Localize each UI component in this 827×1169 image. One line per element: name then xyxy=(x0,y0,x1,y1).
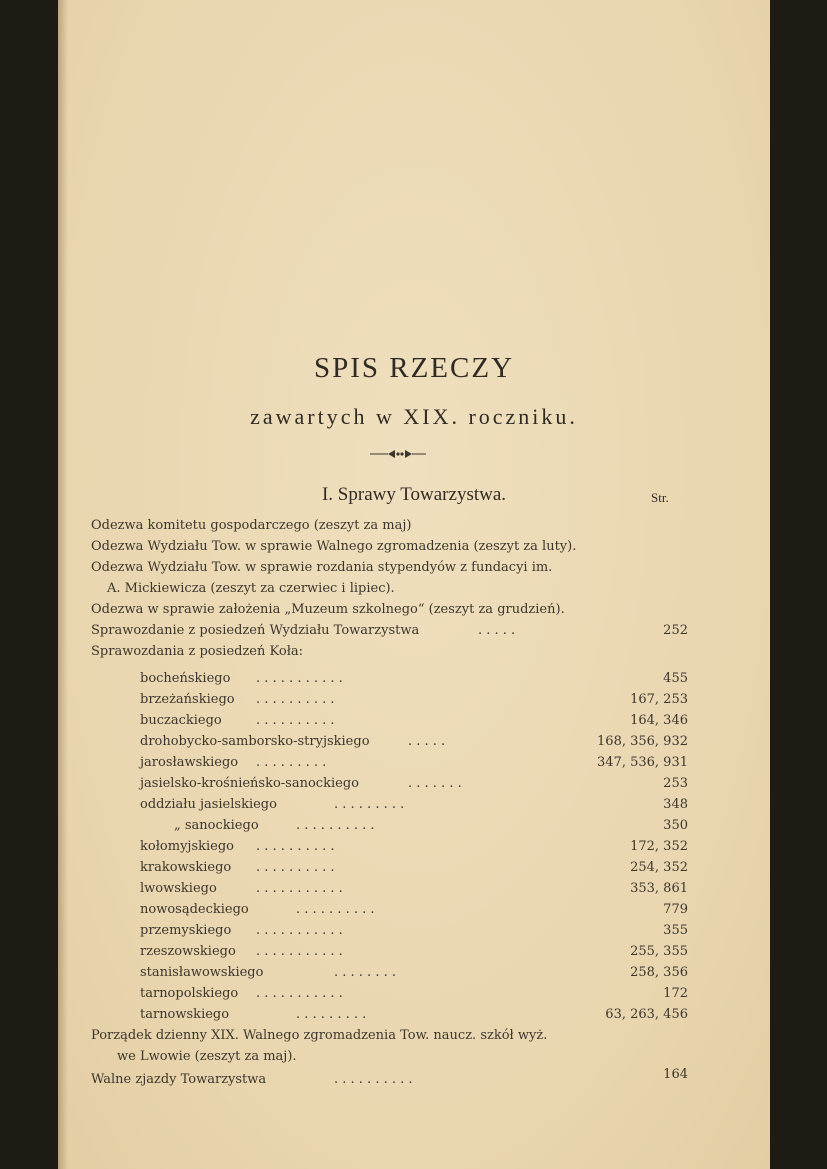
toc-entry xyxy=(58,965,770,981)
paragraph-line: Odezwa w sprawie założenia „Muzeum szkolnego“ (zeszyt za grudzień). xyxy=(91,602,565,617)
paragraph-line: Odezwa komitetu gospodarczego (zeszyt za maj) xyxy=(91,518,412,533)
toc-entry xyxy=(58,797,770,813)
entry-label: drohobycko-samborsko-stryjskiego xyxy=(140,734,370,749)
toc-entry xyxy=(58,734,770,750)
entry-label: oddziału jasielskiego xyxy=(140,797,277,812)
porzadek-line: we Lwowie (zeszyt za maj). xyxy=(117,1049,297,1064)
entry-pages: 348 xyxy=(663,797,688,812)
paragraph-line: Odezwa Wydziału Tow. w sprawie rozdania stypendyów z fundacyi im. xyxy=(91,560,553,575)
entry-label: brzeżańskiego xyxy=(140,692,235,707)
toc-entry xyxy=(58,755,770,771)
toc-entry xyxy=(58,776,770,792)
leader-dots: . . . . . xyxy=(478,623,516,638)
entry-pages: 355 xyxy=(663,923,688,938)
entry-label: rzeszowskiego xyxy=(140,944,236,959)
leader-dots: . . . . . . . . . xyxy=(334,797,405,812)
entry-label: Sprawozdanie z posiedzeń Wydziału Towarzystwa xyxy=(91,623,420,638)
toc-entry xyxy=(58,839,770,855)
toc-entry xyxy=(58,713,770,729)
paragraph-line: A. Mickiewicza (zeszyt za czerwiec i lipiec). xyxy=(107,581,395,596)
entry-pages: 255, 355 xyxy=(630,944,688,959)
leader-dots: . . . . . . . . . xyxy=(296,1007,367,1022)
toc-entry xyxy=(58,1007,770,1023)
entry-pages: 252 xyxy=(663,623,688,638)
toc-entry xyxy=(58,818,770,834)
entry-pages: 63, 263, 456 xyxy=(605,1007,688,1022)
dash-ornament-icon xyxy=(368,447,428,461)
leader-dots: . . . . . . . . . xyxy=(256,755,327,770)
entry-label: Walne zjazdy Towarzystwa xyxy=(91,1072,267,1087)
entry-pages: 167, 253 xyxy=(630,692,688,707)
page-subtitle: zawartych w XIX. roczniku. xyxy=(250,404,578,429)
leader-dots: . . . . . . . . . . xyxy=(296,902,375,917)
entry-label: bocheńskiego xyxy=(140,671,231,686)
toc-entry-sprawozdanie xyxy=(58,623,770,639)
entry-pages: 350 xyxy=(663,818,688,833)
toc-entry-walne xyxy=(58,1067,770,1088)
toc-entry xyxy=(58,692,770,708)
leader-dots: . . . . . . . xyxy=(408,776,462,791)
book-page xyxy=(58,0,770,1169)
entry-pages: 253 xyxy=(663,776,688,791)
leader-dots: . . . . . . . . . . . xyxy=(256,986,343,1001)
entry-label: przemyskiego xyxy=(140,923,232,938)
entry-label: kołomyjskiego xyxy=(140,839,234,854)
entry-pages: 164 xyxy=(663,1067,688,1082)
entry-pages: 347, 536, 931 xyxy=(597,755,688,770)
leader-dots: . . . . . . . . . . xyxy=(256,839,335,854)
leader-dots: . . . . . . . . . . . xyxy=(256,881,343,896)
leader-dots: . . . . . . . . xyxy=(334,965,396,980)
entry-pages: 779 xyxy=(663,902,688,917)
entry-label: lwowskiego xyxy=(140,881,217,896)
entry-pages: 164, 346 xyxy=(630,713,688,728)
leader-dots: . . . . . . . . . . . xyxy=(256,671,343,686)
entry-label: „ sanockiego xyxy=(174,818,259,833)
leader-dots: . . . . . . . . . . xyxy=(256,860,335,875)
entry-label: nowosądeckiego xyxy=(140,902,249,917)
entry-label: krakowskiego xyxy=(140,860,232,875)
entry-label: stanisławowskiego xyxy=(140,965,264,980)
toc-entry xyxy=(58,881,770,897)
kola-heading: Sprawozdania z posiedzeń Koła: xyxy=(91,644,304,659)
section-heading: I. Sprawy Towarzystwa. xyxy=(321,484,507,505)
entry-label: tarnowskiego xyxy=(140,1007,230,1022)
entry-pages: 455 xyxy=(663,671,688,686)
entry-label: tarnopolskiego xyxy=(140,986,239,1001)
toc-entry xyxy=(58,860,770,876)
leader-dots: . . . . . . . . . . . xyxy=(256,944,343,959)
leader-dots: . . . . . . . . . . xyxy=(296,818,375,833)
page-title: SPIS RZECZY xyxy=(313,352,515,384)
toc-entry xyxy=(58,902,770,918)
paragraph-line: Odezwa Wydziału Tow. w sprawie Walnego zgromadzenia (zeszyt za luty). xyxy=(91,539,577,554)
toc-entry xyxy=(58,986,770,1002)
leader-dots: . . . . . xyxy=(408,734,446,749)
entry-pages: 353, 861 xyxy=(630,881,688,896)
entry-pages: 168, 356, 932 xyxy=(597,734,688,749)
leader-dots: . . . . . . . . . . xyxy=(256,692,335,707)
toc-entry xyxy=(58,671,770,687)
entry-pages: 254, 352 xyxy=(630,860,688,875)
page-column-label: Str. xyxy=(651,490,669,505)
toc-entry xyxy=(58,944,770,960)
leader-dots: . . . . . . . . . . . xyxy=(256,923,343,938)
entry-label: buczackiego xyxy=(140,713,222,728)
leader-dots: . . . . . . . . . . xyxy=(256,713,335,728)
toc-entry xyxy=(58,923,770,939)
leader-dots: . . . . . . . . . . xyxy=(334,1072,413,1087)
entry-pages: 172, 352 xyxy=(630,839,688,854)
entry-pages: 172 xyxy=(663,986,688,1001)
entry-label: jasielsko-krośnieńsko-sanockiego xyxy=(140,776,359,791)
porzadek-line: Porządek dzienny XIX. Walnego zgromadzenia Tow. naucz. szkół wyż. xyxy=(91,1028,548,1043)
entry-label: jarosławskiego xyxy=(140,755,239,770)
entry-pages: 258, 356 xyxy=(630,965,688,980)
